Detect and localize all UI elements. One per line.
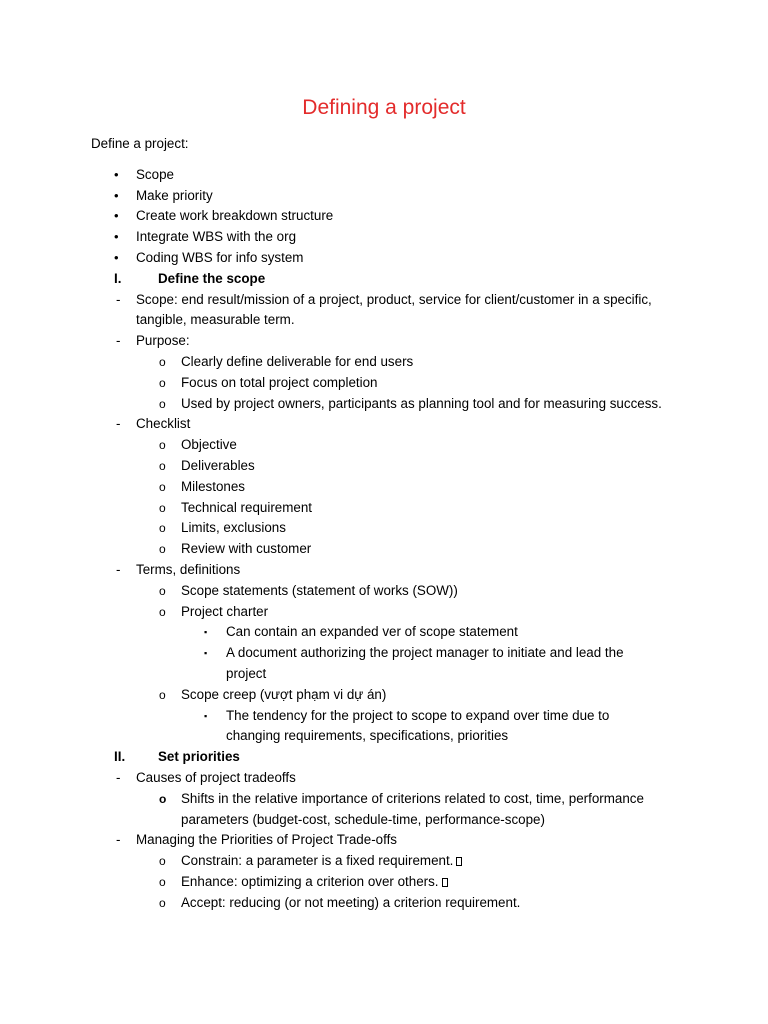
- circle-item: [0, 373, 768, 394]
- continuation-line: [0, 664, 768, 685]
- circle-marker: o: [159, 375, 166, 390]
- square-marker: ▪: [204, 710, 208, 721]
- dash-text: Causes of project tradeoffs: [136, 769, 296, 785]
- dash-marker: -: [116, 291, 121, 307]
- circle-text-wrap: [181, 872, 448, 893]
- bullet-item: [0, 165, 768, 186]
- dash-item: [0, 830, 768, 851]
- bullet-marker: •: [114, 229, 119, 245]
- continuation-line: [0, 810, 768, 831]
- bullet-marker: •: [114, 187, 119, 203]
- dash-text: Terms, definitions: [136, 561, 241, 577]
- intro-text: Define a project:: [91, 136, 189, 151]
- circle-item: [0, 872, 768, 893]
- square-item: [0, 706, 768, 727]
- bullet-marker: •: [114, 208, 119, 224]
- bullet-item: [0, 227, 768, 248]
- circle-marker: o: [159, 604, 166, 619]
- dash-item: [0, 331, 768, 352]
- dash-marker: -: [116, 769, 121, 785]
- square-text: The tendency for the project to scope to expand over time due to: [226, 707, 610, 723]
- dash-marker: -: [116, 832, 121, 848]
- circle-marker: o: [159, 583, 166, 598]
- circle-text: Focus on total project completion: [181, 374, 378, 390]
- circle-marker: o: [159, 396, 166, 411]
- circle-item: [0, 352, 768, 373]
- circle-text: Clearly define deliverable for end users: [181, 353, 414, 369]
- bullet-text: Create work breakdown structure: [136, 208, 334, 224]
- circle-item: [0, 581, 768, 602]
- circle-marker: o: [159, 500, 166, 515]
- square-marker: ▪: [204, 648, 208, 659]
- square-item: [0, 643, 768, 664]
- circle-text-wrap: [181, 851, 462, 872]
- bullet-marker: •: [114, 249, 119, 265]
- circle-item: [0, 498, 768, 519]
- section-number: I.: [114, 270, 122, 286]
- circle-marker: o: [159, 791, 167, 806]
- circle-item: [0, 456, 768, 477]
- square-text: Can contain an expanded ver of scope statement: [226, 624, 518, 640]
- circle-item: [0, 539, 768, 560]
- continuation-text: tangible, measurable term.: [136, 312, 295, 328]
- bullet-marker: •: [114, 166, 119, 182]
- circle-text: Enhance: optimizing a criterion over others.: [181, 873, 439, 889]
- circle-text: Constrain: a parameter is a fixed requirement.: [181, 853, 454, 869]
- bullet-text: Scope: [136, 166, 174, 182]
- bullet-item: [0, 186, 768, 207]
- circle-item: [0, 435, 768, 456]
- section-heading-text: Set priorities: [158, 749, 240, 765]
- circle-marker: o: [159, 542, 166, 557]
- dash-text: Purpose:: [136, 333, 190, 349]
- dash-text: Scope: end result/mission of a project, product, service for client/customer in a specific,: [136, 291, 652, 307]
- circle-item: [0, 851, 768, 872]
- circle-marker: o: [159, 458, 166, 473]
- continuation-text: changing requirements, specifications, priorities: [226, 728, 509, 744]
- dash-text: Managing the Priorities of Project Trade-offs: [136, 832, 397, 848]
- circle-item: [0, 518, 768, 539]
- circle-text: Scope statements (statement of works (SOW)): [181, 582, 458, 598]
- circle-marker: o: [159, 521, 166, 536]
- document-body: [0, 134, 768, 913]
- missing-glyph-icon: [456, 857, 462, 866]
- circle-item: [0, 789, 768, 810]
- circle-text: Shifts in the relative importance of criterions related to cost, time, performance: [181, 790, 644, 806]
- section-heading: [0, 747, 768, 768]
- document-title: [0, 94, 768, 122]
- circle-marker: o: [159, 874, 166, 889]
- missing-glyph-icon: [442, 878, 448, 887]
- circle-marker: o: [159, 438, 166, 453]
- circle-text: Milestones: [181, 478, 246, 494]
- bullet-text: Coding WBS for info system: [136, 249, 304, 265]
- circle-marker: o: [159, 479, 166, 494]
- circle-text: Deliverables: [181, 457, 255, 473]
- circle-item: [0, 893, 768, 914]
- section-heading-text: Define the scope: [158, 270, 266, 286]
- intro-line: [0, 134, 768, 155]
- square-text: A document authorizing the project manager to initiate and lead the: [226, 645, 624, 661]
- square-marker: ▪: [204, 627, 208, 638]
- circle-text: Objective: [181, 437, 237, 453]
- bullet-item: [0, 206, 768, 227]
- circle-marker: o: [159, 854, 166, 869]
- dash-item: [0, 414, 768, 435]
- circle-item: [0, 602, 768, 623]
- continuation-text: parameters (budget-cost, schedule-time, performance-scope): [181, 811, 545, 827]
- circle-text: Technical requirement: [181, 499, 312, 515]
- circle-text: Scope creep (vượt phạm vi dự án): [181, 686, 387, 702]
- dash-item: [0, 768, 768, 789]
- dash-item: [0, 290, 768, 311]
- circle-text: Accept: reducing (or not meeting) a criterion requirement.: [181, 894, 521, 910]
- bullet-item: [0, 248, 768, 269]
- continuation-text: project: [226, 665, 267, 681]
- circle-text: Used by project owners, participants as planning tool and for measuring success.: [181, 395, 662, 411]
- dash-marker: -: [116, 561, 121, 577]
- title-text: Defining a project: [302, 96, 466, 119]
- circle-item: [0, 685, 768, 706]
- square-item: [0, 622, 768, 643]
- continuation-line: [0, 726, 768, 747]
- dash-marker: -: [116, 333, 121, 349]
- circle-text: Limits, exclusions: [181, 520, 286, 536]
- dash-text: Checklist: [136, 416, 191, 432]
- circle-marker: o: [159, 354, 166, 369]
- dash-item: [0, 560, 768, 581]
- section-number: II.: [114, 749, 126, 765]
- continuation-line: [0, 310, 768, 331]
- circle-marker: o: [159, 687, 166, 702]
- bullet-text: Make priority: [136, 187, 213, 203]
- bullet-text: Integrate WBS with the org: [136, 229, 297, 245]
- circle-text: Review with customer: [181, 541, 312, 557]
- section-heading: [0, 269, 768, 290]
- circle-item: [0, 477, 768, 498]
- circle-marker: o: [159, 895, 166, 910]
- circle-text: Project charter: [181, 603, 269, 619]
- dash-marker: -: [116, 416, 121, 432]
- circle-item: [0, 394, 768, 415]
